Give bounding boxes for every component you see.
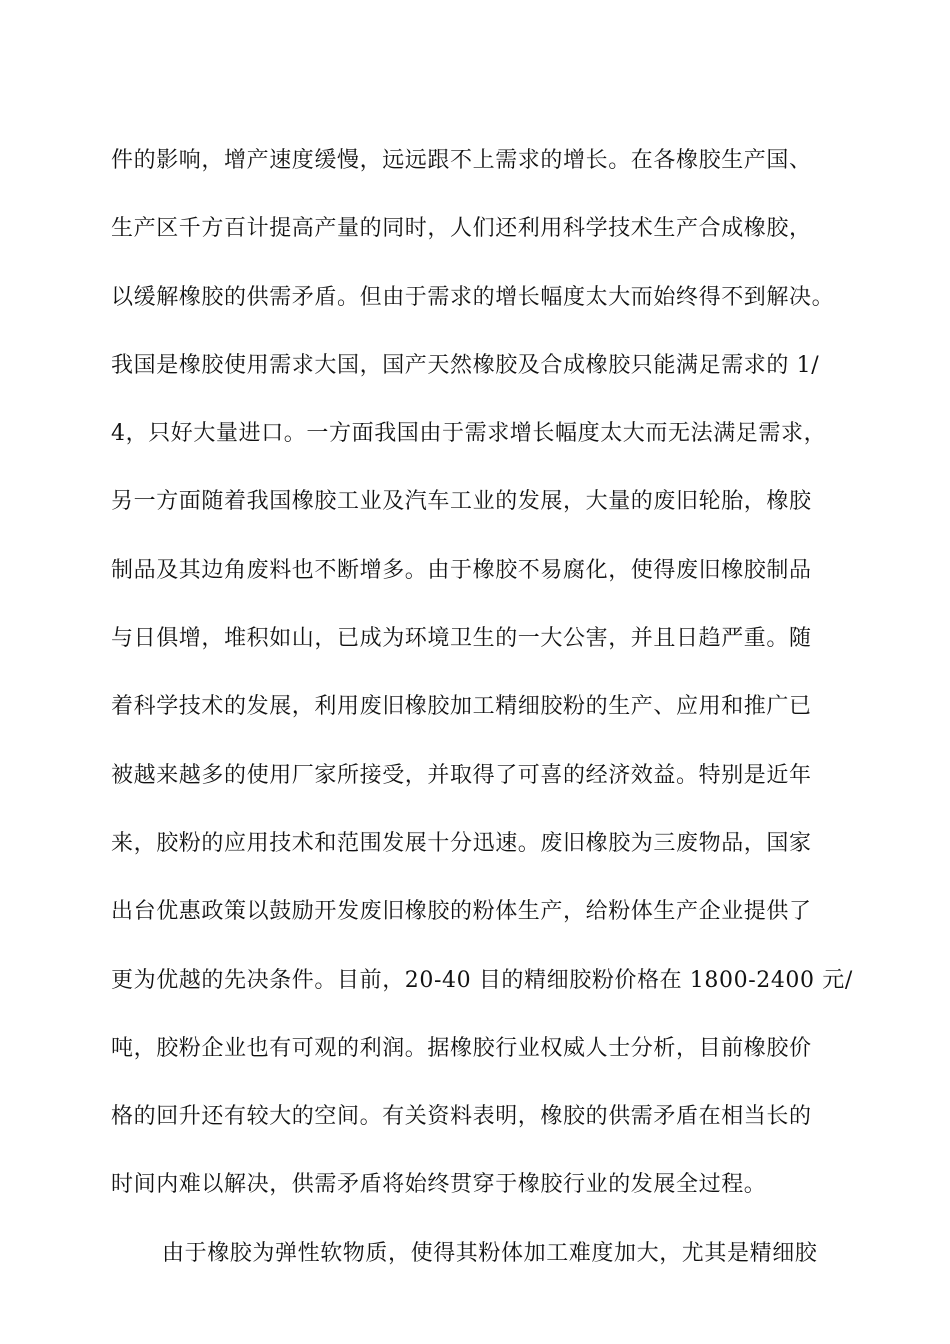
text-line-11: 来，胶粉的应用技术和范围发展十分迅速。废旧橡胶为三废物品，国家: [111, 830, 812, 856]
text-line-7: 制品及其边角废料也不断增多。由于橡胶不易腐化，使得废旧橡胶制品: [111, 557, 812, 583]
text-line-6: 另一方面随着我国橡胶工业及汽车工业的发展，大量的废旧轮胎，橡胶: [111, 489, 812, 515]
text-line-3: 以缓解橡胶的供需矛盾。但由于需求的增长幅度太大而始终得不到解决。: [111, 284, 835, 310]
text-line-9: 着科学技术的发展，利用废旧橡胶加工精细胶粉的生产、应用和推广已: [111, 694, 812, 720]
text-line-15: 格的回升还有较大的空间。有关资料表明，橡胶的供需矛盾在相当长的: [111, 1104, 812, 1130]
text-line-13: 更为优越的先决条件。目前，20-40 目的精细胶粉价格在 1800-2400 元/: [111, 967, 853, 993]
text-line-12: 出台优惠政策以鼓励开发废旧橡胶的粉体生产，给粉体生产企业提供了: [111, 899, 812, 925]
text-line-14: 吨，胶粉企业也有可观的利润。据橡胶行业权威人士分析，目前橡胶价: [111, 1035, 812, 1061]
text-line-17-paragraph-start: 由于橡胶为弹性软物质，使得其粉体加工难度加大，尤其是精细胶: [162, 1240, 818, 1266]
text-line-16: 时间内难以解决，供需矛盾将始终贯穿于橡胶行业的发展全过程。: [111, 1172, 767, 1198]
body-text: [111, 150, 891, 1311]
text-line-4: 我国是橡胶使用需求大国，国产天然橡胶及合成橡胶只能满足需求的 1/: [111, 352, 820, 378]
text-line-10: 被越来越多的使用厂家所接受，并取得了可喜的经济效益。特别是近年: [111, 762, 812, 788]
text-line-1: 件的影响，增产速度缓慢，远远跟不上需求的增长。在各橡胶生产国、: [111, 148, 812, 173]
text-line-8: 与日俱增，堆积如山，已成为环境卫生的一大公害，并且日趋严重。随: [111, 626, 812, 652]
text-line-5: 4，只好大量进口。一方面我国由于需求增长幅度太大而无法满足需求，: [111, 421, 827, 447]
text-line-2: 生产区千方百计提高产量的同时，人们还利用科学技术生产合成橡胶，: [111, 216, 812, 242]
